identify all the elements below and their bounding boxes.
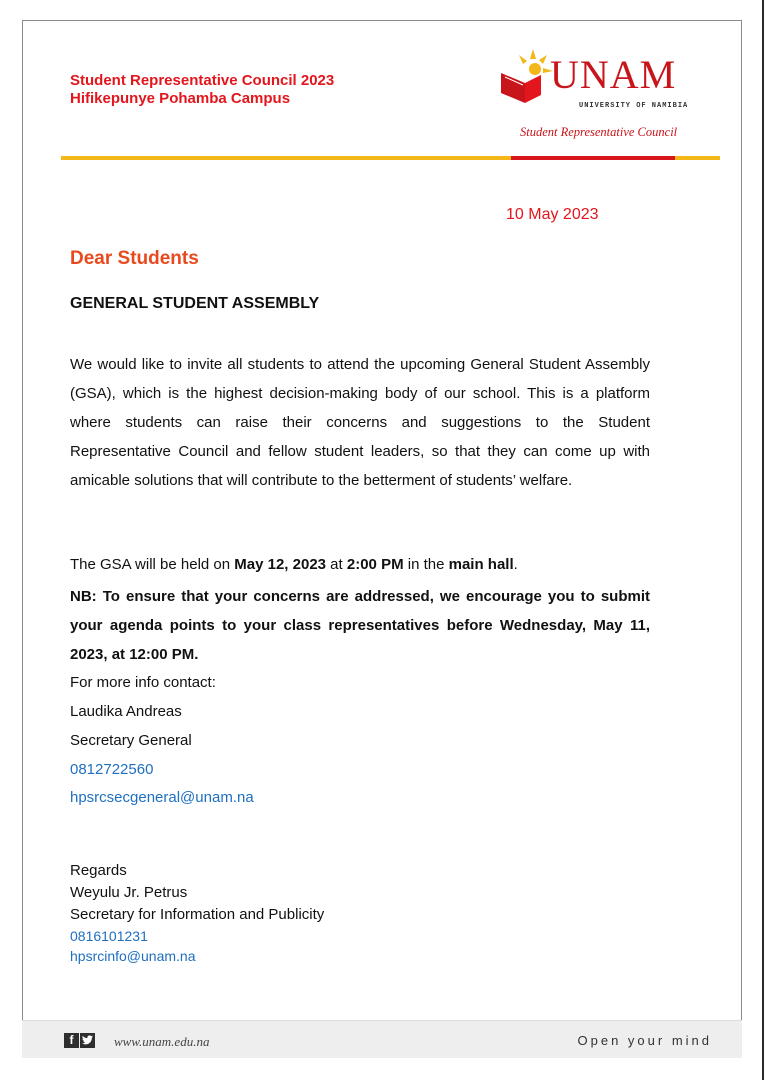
org-line-1: Student Representative Council 2023	[70, 72, 335, 89]
details-prefix: The GSA will be held on	[70, 556, 235, 573]
signer-email-link[interactable]: hpsrcinfo@unam.na	[70, 948, 196, 964]
contact-name: Laudika Andreas	[70, 703, 182, 720]
letterhead-org	[70, 72, 334, 108]
contact-intro: For more info contact:	[70, 674, 216, 691]
details-at: at	[326, 556, 347, 573]
logo-council: Student Representative Council	[520, 125, 678, 139]
salutation: Dear Students	[70, 248, 199, 269]
website-link[interactable]: www.unam.edu.na	[114, 1034, 210, 1049]
contact-title: Secretary General	[70, 732, 192, 749]
letter-date: 10 May 2023	[506, 206, 599, 223]
body-paragraph: We would like to invite all students to attend the upcoming General Student Assembly (GSA), which is the highest decision-making body of our school. This is a platform where students can raise their concerns and suggestions to the Student Representative Council and fellow student leaders, so that they can come up with amicable solutions that will contribute to the betterment of students’ welfare.	[70, 356, 650, 489]
signer-title: Secretary for Information and Publicity	[70, 906, 325, 923]
contact-email-link[interactable]: hpsrcsecgeneral@unam.na	[70, 789, 254, 806]
slogan: Open your mind	[577, 1033, 712, 1048]
details-in: in the	[403, 556, 449, 573]
signer-name: Weyulu Jr. Petrus	[70, 884, 188, 901]
subject-line: GENERAL STUDENT ASSEMBLY	[70, 295, 320, 312]
facebook-icon[interactable]: f	[64, 1033, 79, 1048]
twitter-icon[interactable]	[80, 1033, 95, 1048]
closing-regards: Regards	[70, 862, 127, 879]
assembly-date: May 12, 2023	[234, 556, 327, 573]
footer-bar	[22, 1020, 742, 1058]
assembly-time: 2:00 PM	[346, 556, 404, 573]
contact-phone[interactable]: 0812722560	[70, 761, 154, 778]
logo-subtitle: UNIVERSITY OF NAMIBIA	[579, 102, 689, 110]
details-end: .	[513, 556, 518, 573]
social-icons	[64, 1033, 96, 1051]
signer-phone[interactable]: 0816101231	[70, 928, 148, 944]
assembly-venue: main hall	[448, 556, 514, 573]
header-band-red	[511, 156, 675, 160]
page-edge-line	[762, 0, 764, 1080]
assembly-details	[70, 554, 518, 576]
unam-logo	[495, 47, 700, 147]
logo-wordmark: UNAM	[550, 52, 677, 97]
org-line-2: Hifikepunye Pohamba Campus	[70, 90, 291, 107]
book-sun-icon	[495, 47, 555, 107]
nb-note: NB: To ensure that your concerns are addressed, we encourage you to submit your agenda points to your class representatives before Wednesday, May 11, 2023, at 12:00 PM.	[70, 588, 650, 663]
